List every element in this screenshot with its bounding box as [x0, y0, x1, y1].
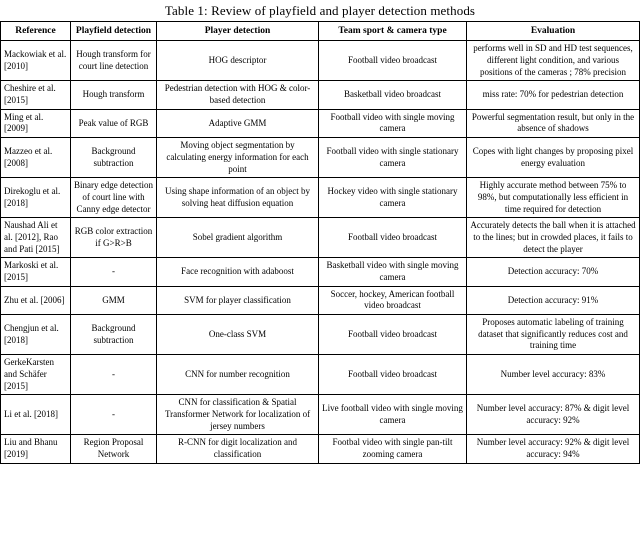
- table-cell: Region Proposal Network: [71, 435, 157, 463]
- table-cell: Cheshire et al. [2015]: [1, 81, 71, 109]
- table-cell: Detection accuracy: 70%: [467, 258, 640, 286]
- table-body: [1, 41, 640, 463]
- table-cell: Hough transform: [71, 81, 157, 109]
- table-cell: Live football video with single moving camera: [319, 395, 467, 435]
- table-cell: Footbal video with single pan-tilt zooming camera: [319, 435, 467, 463]
- table-header-row: [1, 22, 640, 41]
- header-evaluation: Evaluation: [467, 22, 640, 41]
- table-cell: Copes with light changes by proposing pixel energy evaluation: [467, 138, 640, 178]
- table-cell: Hockey video with single stationary camera: [319, 178, 467, 218]
- table-cell: Background subtraction: [71, 315, 157, 355]
- table-row: [1, 178, 640, 218]
- table-cell: Zhu et al. [2006]: [1, 286, 71, 314]
- table-cell: Using shape information of an object by solving heat diffusion equation: [157, 178, 319, 218]
- table-cell: Football video with single stationary camera: [319, 138, 467, 178]
- table-cell: GerkeKarsten and Schäfer [2015]: [1, 355, 71, 395]
- table-cell: R-CNN for digit localization and classification: [157, 435, 319, 463]
- table-cell: Peak value of RGB: [71, 109, 157, 137]
- table-cell: Chengjun et al. [2018]: [1, 315, 71, 355]
- table-cell: Naushad Ali et al. [2012], Rao and Pati [2015]: [1, 218, 71, 258]
- table-cell: Liu and Bhanu [2019]: [1, 435, 71, 463]
- table-cell: HOG descriptor: [157, 41, 319, 81]
- table-cell: Football video broadcast: [319, 218, 467, 258]
- table-cell: Proposes automatic labeling of training dataset that significantly reduces cost and training time: [467, 315, 640, 355]
- table-cell: Accurately detects the ball when it is attached to the lines; but in crowded places, it fails to detect the player: [467, 218, 640, 258]
- table-cell: Football video with single moving camera: [319, 109, 467, 137]
- review-table: [0, 21, 640, 464]
- table-cell: RGB color extraction if G>R>B: [71, 218, 157, 258]
- table-cell: -: [71, 258, 157, 286]
- table-cell: Adaptive GMM: [157, 109, 319, 137]
- table-cell: Ming et al. [2009]: [1, 109, 71, 137]
- table-row: [1, 435, 640, 463]
- table-cell: Li et al. [2018]: [1, 395, 71, 435]
- table-row: [1, 41, 640, 81]
- header-playfield-detection: Playfield detection: [71, 22, 157, 41]
- table-cell: Football video broadcast: [319, 315, 467, 355]
- table-cell: GMM: [71, 286, 157, 314]
- table-cell: Moving object segmentation by calculating energy information for each point: [157, 138, 319, 178]
- table-cell: Highly accurate method between 75% to 98%, but computationally less efficient in time required for detection: [467, 178, 640, 218]
- table-row: [1, 286, 640, 314]
- table-cell: Sobel gradient algorithm: [157, 218, 319, 258]
- table-cell: Basketball video with single moving camera: [319, 258, 467, 286]
- table-cell: Number level accuracy: 92% & digit level accuracy: 94%: [467, 435, 640, 463]
- table-cell: Mackowiak et al. [2010]: [1, 41, 71, 81]
- table-row: [1, 138, 640, 178]
- table-cell: Direkoglu et al. [2018]: [1, 178, 71, 218]
- table-cell: Face recognition with adaboost: [157, 258, 319, 286]
- table-cell: Markoski et al. [2015]: [1, 258, 71, 286]
- header-player-detection: Player detection: [157, 22, 319, 41]
- table-row: [1, 109, 640, 137]
- table-cell: Powerful segmentation result, but only in the absence of shadows: [467, 109, 640, 137]
- table-cell: Pedestrian detection with HOG & color-based detection: [157, 81, 319, 109]
- table-cell: Hough transform for court line detection: [71, 41, 157, 81]
- table-cell: Soccer, hockey, American football video broadcast: [319, 286, 467, 314]
- table-cell: Football video broadcast: [319, 41, 467, 81]
- table-row: [1, 218, 640, 258]
- table-cell: Number level accuracy: 87% & digit level accuracy: 92%: [467, 395, 640, 435]
- table-row: [1, 315, 640, 355]
- table-cell: Mazzeo et al. [2008]: [1, 138, 71, 178]
- table-cell: SVM for player classification: [157, 286, 319, 314]
- table-row: [1, 81, 640, 109]
- table-cell: CNN for number recognition: [157, 355, 319, 395]
- table-cell: Binary edge detection of court line with Canny edge detector: [71, 178, 157, 218]
- table-cell: One-class SVM: [157, 315, 319, 355]
- table-cell: CNN for classification & Spatial Transformer Network for localization of jersey numbers: [157, 395, 319, 435]
- table-cell: miss rate: 70% for pedestrian detection: [467, 81, 640, 109]
- table-cell: Detection accuracy: 91%: [467, 286, 640, 314]
- table-cell: Football video broadcast: [319, 355, 467, 395]
- table-cell: performs well in SD and HD test sequences, different light condition, and various positions of the cameras ; 78% precision: [467, 41, 640, 81]
- table-cell: -: [71, 395, 157, 435]
- table-cell: Number level accuracy: 83%: [467, 355, 640, 395]
- table-cell: -: [71, 355, 157, 395]
- header-reference: Reference: [1, 22, 71, 41]
- table-cell: Background subtraction: [71, 138, 157, 178]
- table-cell: Basketball video broadcast: [319, 81, 467, 109]
- header-team-sport-camera-type: Team sport & camera type: [319, 22, 467, 41]
- table-row: [1, 395, 640, 435]
- table-row: [1, 258, 640, 286]
- table-row: [1, 355, 640, 395]
- table-caption: Table 1: Review of playfield and player detection methods: [164, 3, 476, 18]
